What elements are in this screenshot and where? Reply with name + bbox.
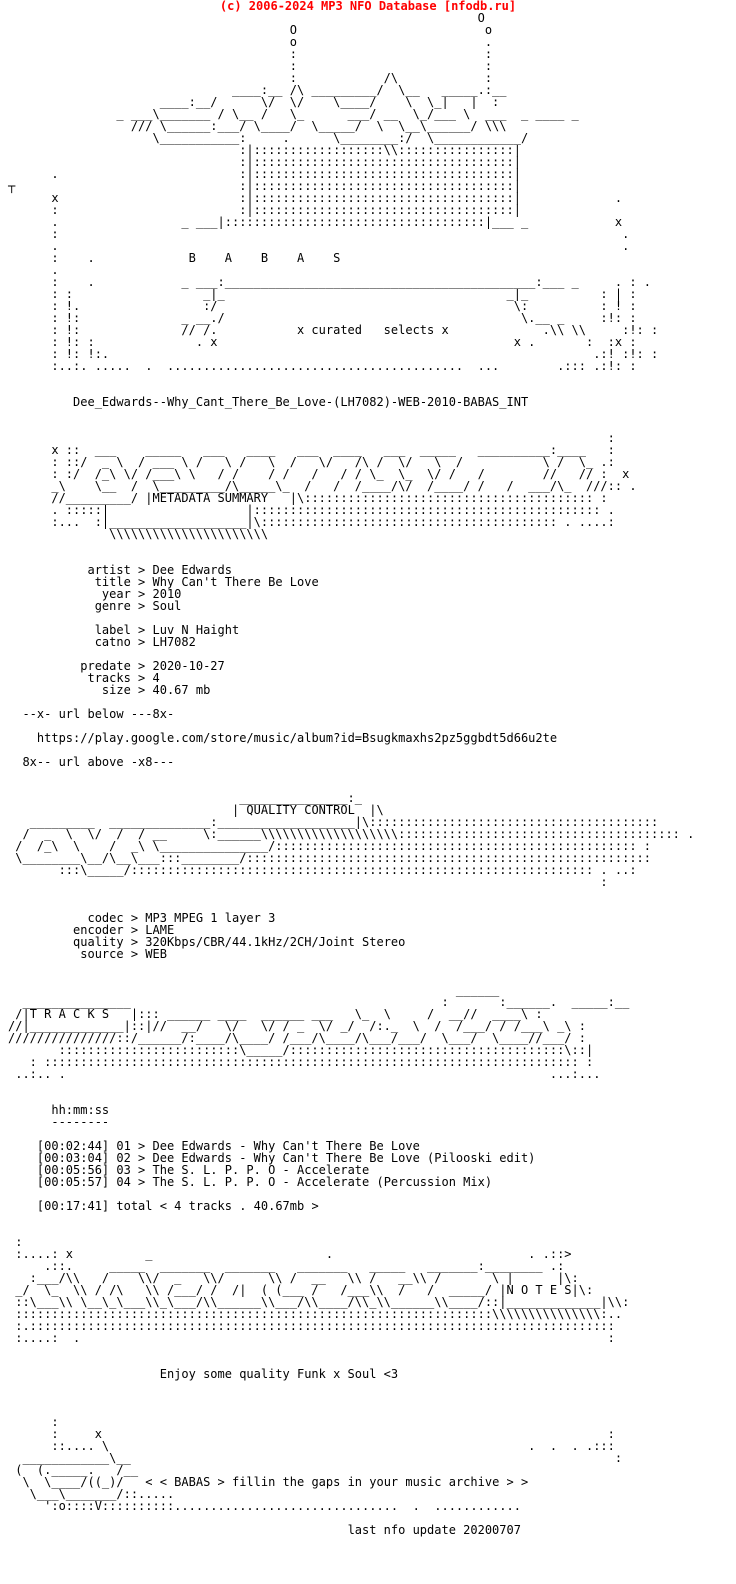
url-above: 8x-- url above -x8--- <box>22 755 175 769</box>
meta-tracks: 4 <box>152 671 160 685</box>
quality-source: WEB <box>145 947 167 961</box>
section-notes: N O T E S <box>506 1283 572 1297</box>
section-metadata: METADATA SUMMARY <box>152 491 269 505</box>
meta-predate: 2020-10-27 <box>152 659 225 673</box>
meta-genre: Soul <box>152 599 182 613</box>
meta-catno: LH7082 <box>152 635 196 649</box>
section-tracks: T R A C K S <box>29 1007 110 1021</box>
track-item-1: [00:02:44] 01 > Dee Edwards - Why Can't There Be Love <box>36 1139 420 1153</box>
meta-label: Luv N Haight <box>152 623 240 637</box>
tracklist-total: [00:17:41] total < 4 tracks . 40.67mb > <box>36 1199 319 1213</box>
footer-slogan: < < BABAS > fillin the gaps in your music archive > > <box>145 1475 529 1489</box>
section-quality: QUALITY CONTROL <box>246 803 355 817</box>
meta-year: 2010 <box>152 587 182 601</box>
site-header: (c) 2006-2024 MP3 NFO Database [nfodb.ru] <box>219 0 517 13</box>
tracklist-header: hh:mm:ss <box>51 1103 110 1117</box>
track-item-2: [00:03:04] 02 > Dee Edwards - Why Can't There Be Love (Pilooski edit) <box>36 1151 536 1165</box>
meta-artist: Dee Edwards <box>152 563 232 577</box>
logo-tagline: x curated selects x <box>296 323 449 337</box>
track-item-3: [00:05:56] 03 > The S. L. P. P. O - Accelerate <box>36 1163 370 1177</box>
quality-encoder: LAME <box>145 923 175 937</box>
notes-text: Enjoy some quality Funk x Soul <3 <box>159 1367 399 1381</box>
nfo-document: O O o o . : : : : : /\ : ____:__ /\ _________/ \__ _____.:__ ____:__/ \/ \/ \____/ \ \_| | : _ ___\_______ / \__ / \_ ___/ __ \_/___ \ ___ _ ____ _ /// \______:___/ \____/ \_____/ \ \__\______/ \\\ \___________: . \________:/ \____________/ :|::::::::::::::::::\\::::::::::::::::| :|::::::::::::::::::::::::::::::::::::| . :|::::::::::::::::::::::::::::::::::::| ┬ :|::::::::::::::::::::::::::::::::::::| x :|::::::::::::::::::::::::::::::::::::| . : :|::::::::::::::::::::::::::::::::::::| . _ ___|::::::::::::::::::::::::::::::::::::|___ _ x : . . . : . B A B A S . : . _ ___:___________________________________________:___ _ . : . : : _|_ _|_ : | : : !. :/ \: : ! : : !: _ __./ \.__ _ :!: : : !: // /. x curated selects x .\\ \\ :!: : : !: : . x x . : :x : : !: !:. .:! :!: : :..:. ..... . ......................................... ... .::: .:!: : Dee_Edwards--Why_Cant_There_Be_Love-(LH7082)-WEB-2010-BABAS_INT : x :: ___ _____ ___ ____ ___ ____ ___ _____ __________:____ : : ::/ _ \ / ___ \ / \ / \ / \/ /\ / \/ \ / \ / \_ .: : :/ /_\ \/ /___\ \ / / / / / / / \_ \_ \/ / / // // : x _\ \__ / \_________/\_____\_ / / /____/\/ /____/ / / ___/\_ ///:: . //_________/ |METADATA SUMMARY |\:::::::::::::::::::::::::::::::::::::::: : . :::::| |:::::::::::::::::::::::::::::::::::::::::::::::: . :... :|___________________|\::::::::::::::::::::::::::::::::::::::::: . ....: \\\\\\\\\\\\\\\\\\\\\\ artist > Dee Edwards title > Why Can't There Be Love year > 2010 genre > Soul label > Luv N Haight catno > LH7082 predate > 2020-10-27 tracks > 4 size > 40.67 mb --x- url below ---8x- https://play.google.com/store/music/album?id=Bsugkmaxhs2pz5ggbdt5d66u2te 8x-- url above -x8--- _______________:_ | QUALITY CONTROL |\ _________ ______________:___________________|\:::::::::::::::::::::::::::::::::::::::: / _ \ \/ / / __ \:______\\\\\\\\\\\\\\\\\\\::::::::::::::::::::::::::::::::::::::: . / /_\ \ / _\ \_______________/:::::::::::::::::::::::::::::::::::::::::::::::::: : \________\__/\__\___:::________/:::::::::::::::::::::::::::::::::::::::::::::::::::::::: :::\_____/:::::::::::::::::::::::::::::::::::::::::::::::::::::::::::::::: . ..: : codec > MP3 MPEG 1 layer 3 encoder > LAME quality > 320Kbps/CBR/44.1kHz/2CH/Joint Stereo source > WEB ______ _______________ : :______. _____:__ /|T R A C K S |::: ______ ____ ______ ___ \_ \ / __// ____\ : //|_____________|::|// __/ \/ \/ / _ \/ _/ /:._ \ / /___/ / /___\ _\ : ///////////////::/______/:____/\____/ /___/\____/\___/___/ \___/ \____//___/ : :::::::::::::::::::::::::\_____/::::::::::::::::::::::::::::::::::::::\::| : :::::::::::::::::::::::::::::::::::::::::::::::::::::::::::::::::::::::::: : ..:.. . ...:... hh:mm:ss -------- [00:02:44] 01 > Dee Edwards - Why Can't There Be Love [00:03:04] 02 > Dee Edwards - Why Can't There Be Love (Pilooski edit) [00:05:56] 03 > The S. L. P. P. O - Accelerate [00:05:57] 04 > The S. L. P. P. O - Accelerate (Percussion Mix) [00:17:41] total < 4 tracks . 40.67mb > : :....: x _ . . .::> .::. _____ _______ _______ _______ _____ _______:________ .: :___/\\ / \\/ _ \\/ \\ / __ \\ / __\\ / \ | |\: _/ \_ \\ / /\ \\ /___/ / /| ( (___ / /___\\ / / _____/ |N O T E S|\: ::\___\\ \__\_\___\\_\___/\\______\\___/\\____/\\_\\______\\____/::|_____________|\\: ::::::::::::::::::::::::::::::::::::::::::::::::::::::::::::::::::\\\\\\\\\\\\\\\:.. :.::::::::::::::::::::::::::::::::::::::::::::::::::::::::::::::::::::::::::::::::: :....: . : Enjoy some quality Funk x Soul <3 : : x : ::.... \ . . . .::: ____________\__ : ( (._____. /__ \ \____/((_)/ < < BABAS > fillin the gaps in your music archive > > \___\_______/::..... ':o::::V::::::::::............................... . ............ last nfo update 20200707 <box>8 11 695 1537</box>
quality-codec: MP3 MPEG 1 layer 3 <box>145 911 276 925</box>
quality-quality: 320Kbps/CBR/44.1kHz/2CH/Joint Stereo <box>145 935 406 949</box>
meta-size: 40.67 mb <box>152 683 211 697</box>
logo-letters: B A B A S <box>188 251 341 265</box>
url-link[interactable]: https://play.google.com/store/music/album?id=Bsugkmaxhs2pz5ggbdt5d66u2te <box>36 731 558 745</box>
release-name: Dee_Edwards--Why_Cant_There_Be_Love-(LH7082)-WEB-2010-BABAS_INT <box>73 395 529 409</box>
meta-title: Why Can't There Be Love <box>152 575 319 589</box>
last-update: last nfo update 20200707 <box>347 1523 521 1537</box>
url-below: --x- url below ---8x- <box>22 707 175 721</box>
track-item-4: [00:05:57] 04 > The S. L. P. P. O - Accelerate (Percussion Mix) <box>36 1175 493 1189</box>
tracklist-underline: -------- <box>51 1115 110 1129</box>
